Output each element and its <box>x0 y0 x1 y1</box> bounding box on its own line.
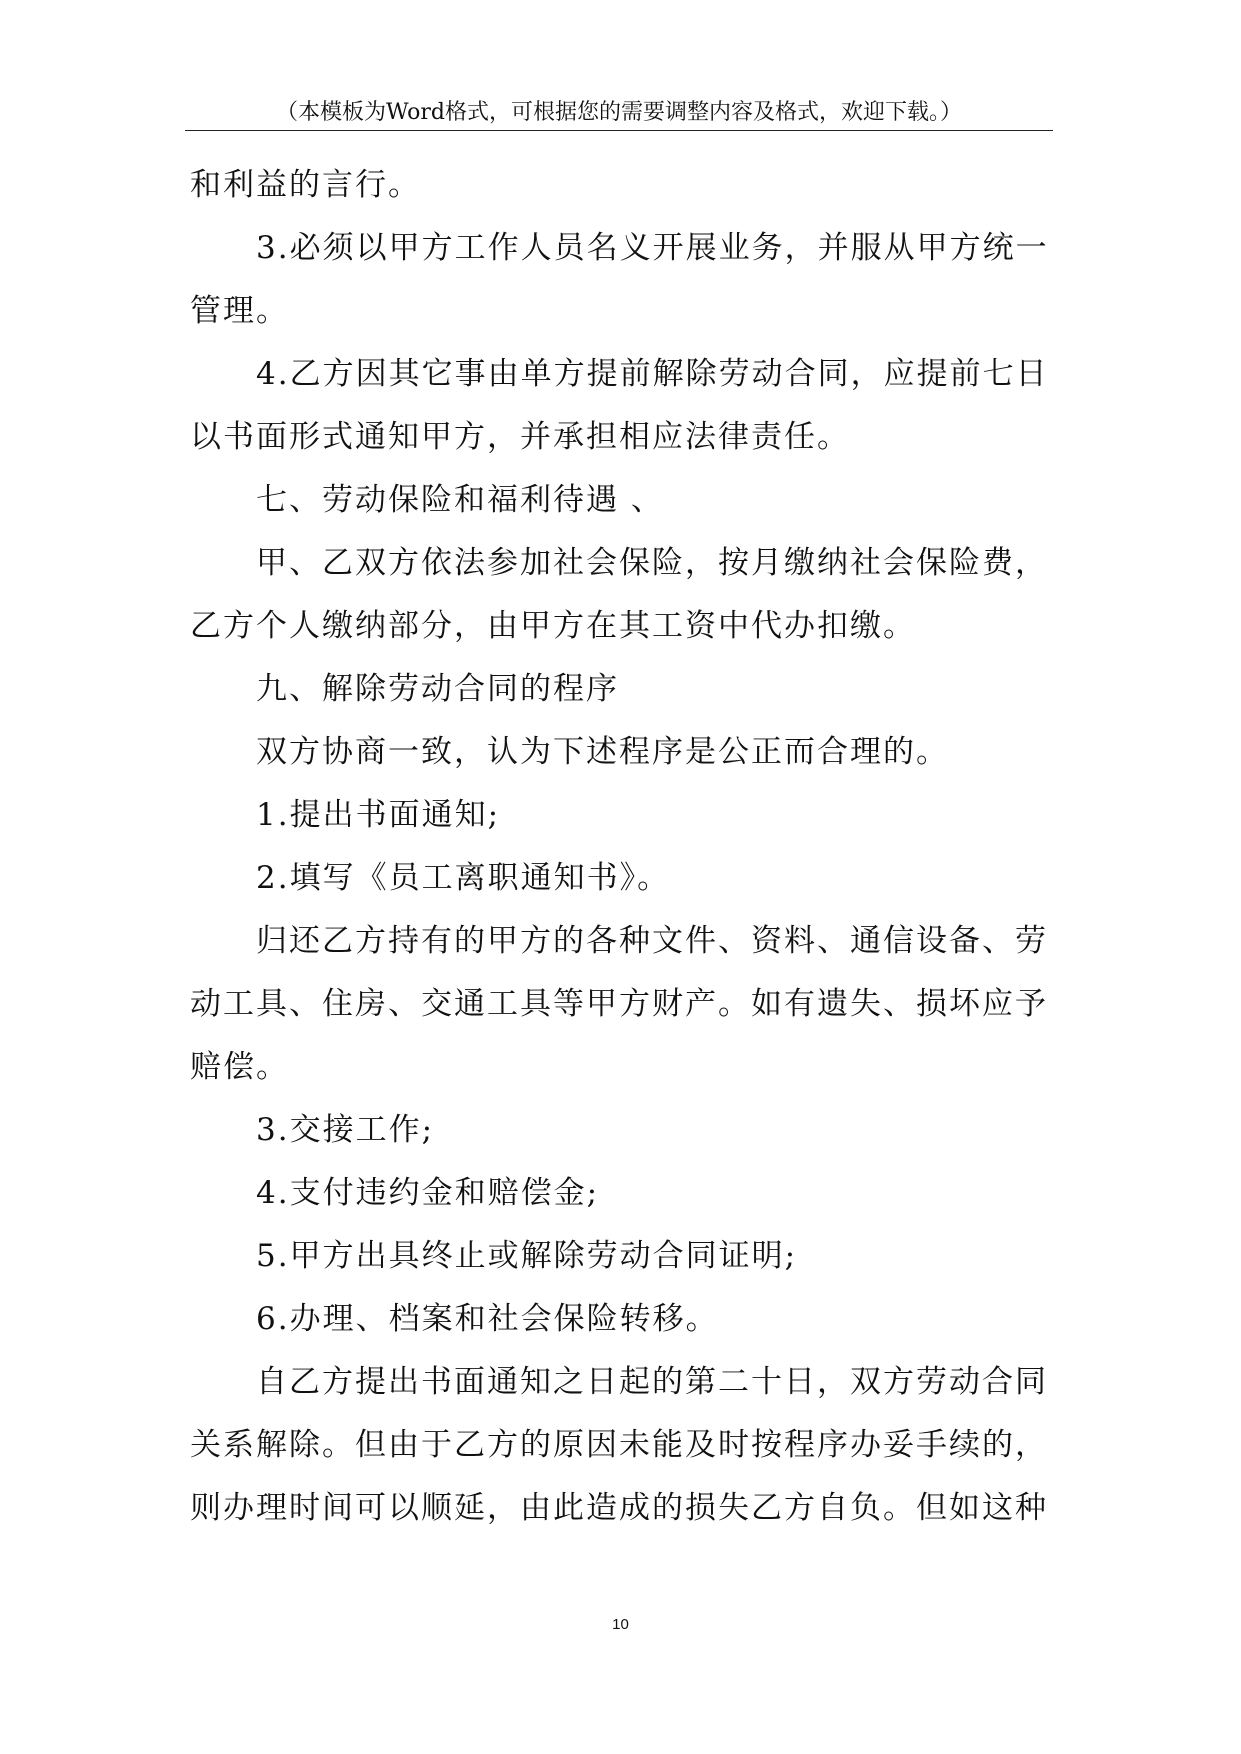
body-line: 2.填写《员工离职通知书》。 <box>256 860 671 896</box>
section-heading: 九、解除劳动合同的程序 <box>256 671 619 707</box>
document-body <box>190 154 1060 1540</box>
body-line: 自乙方提出书面通知之日起的第二十日，双方劳动合同 <box>256 1364 1048 1400</box>
body-line: 以书面形式通知甲方，并承担相应法律责任。 <box>190 419 850 455</box>
body-line: 甲、乙双方依法参加社会保险，按月缴纳社会保险费， <box>256 545 1048 581</box>
body-line: 乙方个人缴纳部分，由甲方在其工资中代办扣缴。 <box>190 608 916 644</box>
body-line: 6.办理、档案和社会保险转移。 <box>256 1301 719 1337</box>
body-line: 双方协商一致，认为下述程序是公正而合理的。 <box>256 734 949 770</box>
body-line: 4.乙方因其它事由单方提前解除劳动合同，应提前七日 <box>256 356 1049 392</box>
body-line: 和利益的言行。 <box>190 167 421 203</box>
body-line: 则办理时间可以顺延，由此造成的损失乙方自负。但如这种 <box>190 1490 1048 1526</box>
page-header-note: （本模板为Word格式，可根据您的需要调整内容及格式，欢迎下载。） <box>276 100 962 125</box>
section-heading: 七、劳动保险和福利待遇 、 <box>256 482 664 518</box>
body-line: 5.甲方出具终止或解除劳动合同证明; <box>256 1238 798 1274</box>
page-number: 10 <box>612 1616 629 1633</box>
body-line: 3.必须以甲方工作人员名义开展业务，并服从甲方统一 <box>256 230 1049 266</box>
body-line: 关系解除。但由于乙方的原因未能及时按程序办妥手续的， <box>190 1427 1048 1463</box>
body-line: 4.支付违约金和赔偿金; <box>256 1175 600 1211</box>
body-line: 管理。 <box>190 293 289 329</box>
body-line: 动工具、住房、交通工具等甲方财产。如有遗失、损坏应予 <box>190 986 1048 1022</box>
body-line: 1.提出书面通知; <box>256 797 501 833</box>
body-line: 归还乙方持有的甲方的各种文件、资料、通信设备、劳 <box>256 923 1048 959</box>
body-line: 3.交接工作; <box>256 1112 435 1148</box>
body-line: 赔偿。 <box>190 1049 289 1085</box>
header-divider <box>185 130 1053 131</box>
